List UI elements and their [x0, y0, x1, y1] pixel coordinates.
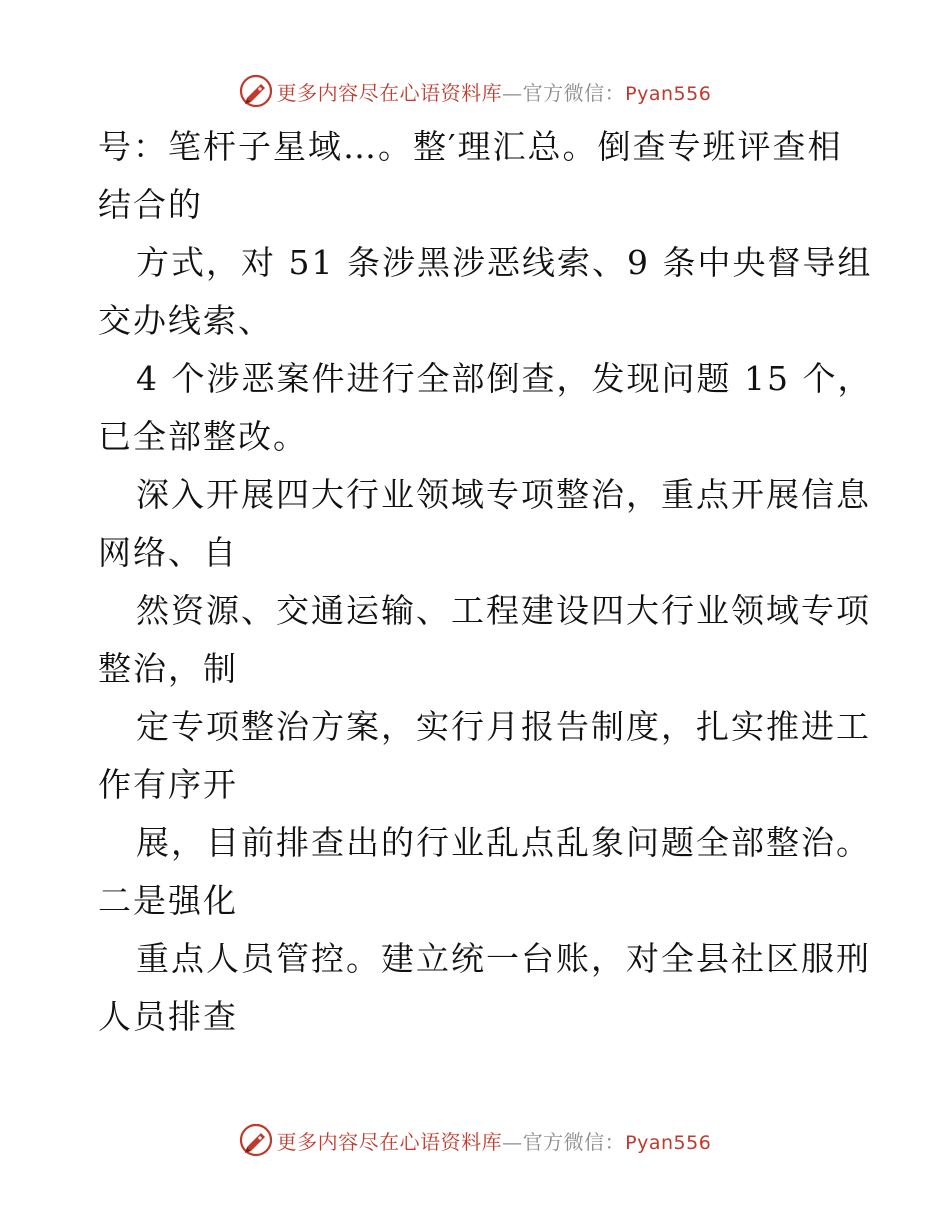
footer-banner-official: 官方微信： [522, 1129, 626, 1154]
pen-nib-logo-icon [239, 1123, 273, 1157]
text-line: 重点人员管控。建立统一台账，对全县社区服刑 [136, 939, 871, 978]
text-line: 展，目前排查出的行业乱点乱象问题全部整治。 [136, 823, 871, 862]
document-body [98, 118, 873, 1046]
header-banner [0, 71, 950, 111]
text-line: 结合的 [98, 185, 203, 224]
pen-nib-logo-icon [239, 74, 273, 108]
header-banner-id: Pyan556 [625, 82, 712, 105]
text-line: 交办线索、 [98, 301, 273, 340]
text-line: 定专项整治方案，实行月报告制度，扎实推进工 [136, 707, 871, 746]
header-banner-dash: — [502, 80, 523, 105]
header-banner-official: 官方微信： [522, 80, 626, 105]
text-line: 整治，制 [98, 649, 238, 688]
text-line: 深入开展四大行业领域专项整治，重点开展信息 [136, 475, 871, 514]
text-line: 方式，对 51 条涉黑涉恶线索、9 条中央督导组 [136, 243, 873, 282]
text-line: 作有序开 [98, 765, 238, 804]
footer-banner-id: Pyan556 [625, 1131, 712, 1154]
header-banner-cn: 更多内容尽在心语资料库 [276, 80, 503, 105]
footer-banner-cn: 更多内容尽在心语资料库 [276, 1129, 503, 1154]
text-line: 人员排查 [98, 997, 238, 1036]
footer-banner [0, 1120, 950, 1160]
text-line: 网络、自 [98, 533, 238, 572]
footer-banner-dash: — [502, 1129, 523, 1154]
footer-banner-text [277, 1126, 712, 1155]
text-line: 二是强化 [98, 881, 238, 920]
header-banner-text [277, 77, 712, 106]
text-line: 已全部整改。 [98, 417, 308, 456]
text-line: 号：笔杆子星域…。整′理汇总。倒查专班评查相 [98, 127, 843, 166]
text-line: 4 个涉恶案件进行全部倒查，发现问题 15 个， [136, 359, 873, 398]
text-line: 然资源、交通运输、工程建设四大行业领域专项 [136, 591, 871, 630]
